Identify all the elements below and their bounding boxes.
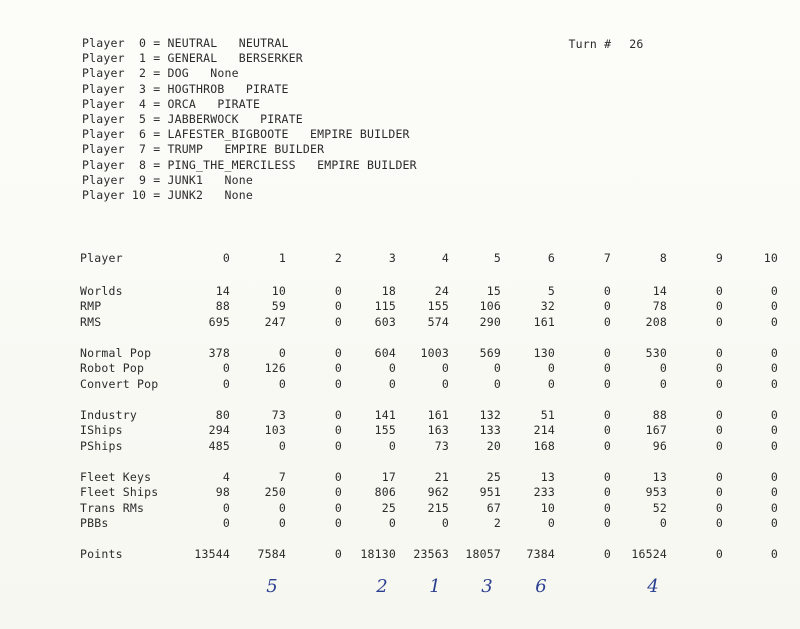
stat-value: 0 [278, 438, 286, 453]
stat-value: 0 [441, 361, 449, 375]
stat-value: 0 [770, 500, 778, 515]
player-line: Player 3 = HOGTHROB PIRATE [82, 81, 289, 96]
stat-value: 0 [770, 299, 778, 313]
stat-value: 0 [603, 547, 611, 561]
stat-value: 0 [278, 345, 286, 360]
turn-number: 26 [629, 37, 644, 52]
stat-value: 0 [278, 500, 286, 515]
stat-value: 0 [715, 376, 723, 391]
stat-value: 574 [427, 314, 449, 329]
player-line: Player 5 = JABBERWOCK PIRATE [82, 111, 303, 126]
player-line: Player 9 = JUNK1 None [82, 172, 253, 187]
stat-value: 0 [278, 376, 286, 391]
header-label: Player [80, 251, 123, 266]
stat-value: 0 [334, 283, 342, 298]
stat-value: 88 [652, 407, 667, 422]
stat-value: 0 [715, 438, 723, 453]
stat-value: 247 [264, 314, 286, 329]
stat-value: 0 [388, 438, 396, 453]
player-line: Player 10 = JUNK2 None [82, 187, 253, 202]
spacer-cell [80, 330, 778, 346]
handwritten-rank: 1 [429, 576, 441, 597]
column-header: 0 [222, 251, 230, 266]
stat-value: 0 [222, 376, 230, 391]
stat-value: 10 [271, 283, 286, 298]
stat-value: 0 [715, 299, 723, 313]
handwritten-rank: 6 [535, 576, 547, 597]
stat-value: 88 [215, 299, 230, 313]
stat-value: 0 [334, 500, 342, 515]
group-spacer [80, 454, 778, 470]
stat-value: 0 [715, 361, 723, 375]
stat-row [80, 547, 778, 563]
stat-label: Points [80, 547, 123, 561]
stat-value: 0 [715, 516, 723, 530]
stat-value: 0 [547, 376, 555, 391]
stat-value: 25 [381, 500, 396, 515]
stat-value: 132 [479, 407, 501, 422]
turn-indicator [540, 22, 644, 68]
stat-value: 0 [334, 407, 342, 422]
stat-value: 14 [652, 283, 667, 298]
stat-value: 67 [486, 500, 501, 515]
column-header: 10 [763, 251, 778, 266]
stat-value: 78 [652, 299, 667, 313]
stat-value: 161 [427, 407, 449, 422]
handwritten-rank: 2 [376, 576, 388, 597]
stat-value: 806 [374, 485, 396, 499]
column-header: 3 [388, 251, 396, 266]
stat-value: 0 [659, 376, 667, 391]
stat-value: 98 [215, 485, 230, 499]
stat-value: 0 [222, 361, 230, 375]
stat-value: 530 [645, 345, 667, 360]
stat-value: 0 [715, 407, 723, 422]
stat-value: 290 [479, 314, 501, 329]
stat-value: 485 [208, 438, 230, 453]
stat-value: 962 [427, 485, 449, 499]
stat-label: Worlds [80, 283, 123, 298]
stat-value: 0 [770, 469, 778, 484]
player-line: Player 1 = GENERAL BERSERKER [82, 51, 303, 66]
player-line: Player 2 = DOG None [82, 66, 239, 81]
stat-row [80, 439, 778, 455]
stat-value: 96 [652, 438, 667, 453]
spacer-cell [80, 268, 778, 284]
stat-value: 163 [427, 423, 449, 437]
stat-value: 106 [479, 299, 501, 313]
stat-row [80, 315, 778, 331]
column-header: 8 [659, 251, 667, 266]
stat-value: 0 [603, 283, 611, 298]
stat-value: 130 [533, 345, 555, 360]
stat-label: RMP [80, 299, 102, 313]
stat-value: 951 [479, 485, 501, 499]
stat-value: 0 [659, 361, 667, 375]
column-header: 5 [493, 251, 501, 266]
stat-value: 0 [770, 407, 778, 422]
stat-value: 0 [770, 376, 778, 391]
stat-value: 0 [770, 345, 778, 360]
stat-value: 0 [334, 314, 342, 329]
stat-value: 695 [208, 314, 230, 329]
stat-row [80, 501, 778, 517]
stat-value: 155 [427, 299, 449, 313]
stat-value: 953 [645, 485, 667, 499]
stat-value: 0 [334, 547, 342, 561]
stat-value: 0 [770, 283, 778, 298]
stat-value: 7584 [257, 547, 286, 561]
handwritten-rank: 4 [647, 576, 659, 597]
stat-value: 1003 [420, 345, 449, 360]
group-spacer [80, 268, 778, 284]
stat-value: 0 [603, 376, 611, 391]
statistics-table [80, 250, 778, 563]
stat-value: 0 [603, 423, 611, 437]
column-header: 9 [715, 251, 723, 266]
handwritten-rank: 3 [481, 576, 493, 597]
stat-label: PBBs [80, 516, 109, 530]
stat-value: 13 [540, 469, 555, 484]
stat-value: 215 [427, 500, 449, 515]
stat-value: 59 [271, 299, 286, 313]
stat-value: 0 [603, 299, 611, 313]
stat-value: 14 [215, 283, 230, 298]
stat-value: 161 [533, 314, 555, 329]
stat-value: 7 [278, 469, 286, 484]
group-spacer [80, 330, 778, 346]
stat-value: 0 [715, 314, 723, 329]
stat-value: 0 [770, 485, 778, 499]
stat-value: 233 [533, 485, 555, 499]
stat-row [80, 284, 778, 300]
stat-value: 0 [603, 361, 611, 375]
stat-value: 4 [222, 469, 230, 484]
stat-label: Normal Pop [80, 345, 152, 360]
stat-label: Industry [80, 407, 137, 422]
stat-value: 0 [493, 361, 501, 375]
stat-value: 5 [547, 283, 555, 298]
stat-value: 0 [493, 376, 501, 391]
stat-value: 0 [334, 299, 342, 313]
column-header: 2 [334, 251, 342, 266]
stat-value: 0 [334, 345, 342, 360]
stat-value: 16524 [631, 547, 667, 561]
stat-value: 0 [603, 500, 611, 515]
stat-value: 0 [715, 485, 723, 499]
stat-value: 20 [486, 438, 501, 453]
stat-value: 0 [334, 485, 342, 499]
handwritten-rank: 5 [266, 576, 278, 597]
player-list [82, 36, 417, 203]
stat-value: 208 [645, 314, 667, 329]
turn-label: Turn # [568, 37, 612, 52]
stat-value: 0 [388, 361, 396, 375]
stat-row [80, 377, 778, 393]
stat-value: 18057 [465, 547, 501, 561]
stat-value: 0 [603, 469, 611, 484]
stat-value: 126 [264, 361, 286, 375]
stat-row [80, 299, 778, 315]
stat-value: 294 [208, 423, 230, 437]
stat-value: 167 [645, 423, 667, 437]
stat-value: 2 [493, 516, 501, 530]
spacer-cell [80, 532, 778, 548]
stat-value: 603 [374, 314, 396, 329]
stat-value: 0 [441, 376, 449, 391]
stat-value: 15 [486, 283, 501, 298]
player-line: Player 0 = NEUTRAL NEUTRAL [82, 36, 289, 50]
stat-value: 17 [381, 469, 396, 484]
stat-row [80, 485, 778, 501]
stat-value: 13 [652, 469, 667, 484]
stat-value: 7384 [526, 547, 555, 561]
stat-value: 25 [486, 469, 501, 484]
stat-value: 73 [434, 438, 449, 453]
stat-value: 73 [271, 407, 286, 422]
stat-row [80, 516, 778, 532]
group-spacer [80, 392, 778, 408]
stat-value: 250 [264, 485, 286, 499]
stat-value: 0 [715, 547, 723, 561]
stat-value: 51 [540, 407, 555, 422]
player-line: Player 6 = LAFESTER_BIGBOOTE EMPIRE BUILDER [82, 127, 410, 142]
stat-row [80, 346, 778, 362]
stat-row [80, 470, 778, 486]
stat-value: 0 [334, 516, 342, 530]
stat-label: Trans RMs [80, 500, 145, 515]
column-header: 7 [603, 251, 611, 266]
stat-value: 0 [278, 516, 286, 530]
stat-value: 23563 [413, 547, 449, 561]
stat-value: 0 [603, 345, 611, 360]
group-spacer [80, 532, 778, 548]
stat-value: 80 [215, 407, 230, 422]
stat-label: Convert Pop [80, 376, 159, 391]
player-line: Player 7 = TRUMP EMPIRE BUILDER [82, 142, 325, 157]
stat-value: 0 [770, 516, 778, 530]
stat-value: 52 [652, 500, 667, 515]
stat-value: 18130 [360, 547, 396, 561]
stat-value: 0 [334, 469, 342, 484]
stat-value: 155 [374, 423, 396, 437]
player-line: Player 8 = PING_THE_MERCILESS EMPIRE BUILDER [82, 157, 417, 172]
header-row [80, 250, 778, 268]
stat-value: 0 [770, 423, 778, 437]
stat-row [80, 408, 778, 424]
stat-row [80, 423, 778, 439]
stat-value: 0 [547, 516, 555, 530]
stat-value: 18 [381, 283, 396, 298]
stat-value: 115 [374, 299, 396, 313]
stat-value: 0 [603, 314, 611, 329]
stat-value: 10 [540, 500, 555, 515]
stat-value: 0 [715, 283, 723, 298]
stat-value: 0 [222, 500, 230, 515]
stat-label: Fleet Ships [80, 485, 159, 499]
stat-value: 0 [388, 376, 396, 391]
stat-value: 13544 [194, 547, 230, 561]
stat-value: 0 [715, 469, 723, 484]
player-line: Player 4 = ORCA PIRATE [82, 96, 261, 111]
column-header: 1 [278, 251, 286, 266]
stat-value: 0 [715, 500, 723, 515]
stat-value: 0 [715, 423, 723, 437]
stat-value: 0 [770, 547, 778, 561]
stat-value: 21 [434, 469, 449, 484]
stat-value: 24 [434, 283, 449, 298]
stat-value: 32 [540, 299, 555, 313]
stat-value: 0 [547, 361, 555, 375]
stat-label: RMS [80, 314, 102, 329]
stat-value: 0 [334, 376, 342, 391]
stat-value: 214 [533, 423, 555, 437]
stat-value: 0 [659, 516, 667, 530]
stat-value: 569 [479, 345, 501, 360]
stat-label: Fleet Keys [80, 469, 152, 484]
stat-value: 133 [479, 423, 501, 437]
spacer-cell [80, 454, 778, 470]
stat-value: 378 [208, 345, 230, 360]
stat-value: 0 [222, 516, 230, 530]
spacer-cell [80, 392, 778, 408]
stat-value: 0 [715, 345, 723, 360]
column-header: 4 [441, 251, 449, 266]
stat-label: IShips [80, 423, 123, 437]
stat-value: 0 [603, 438, 611, 453]
stat-label: Robot Pop [80, 361, 145, 375]
stat-value: 0 [603, 516, 611, 530]
stat-value: 0 [334, 438, 342, 453]
stat-value: 0 [603, 407, 611, 422]
stat-value: 168 [533, 438, 555, 453]
stat-value: 0 [603, 485, 611, 499]
stat-value: 0 [388, 516, 396, 530]
stat-row [80, 361, 778, 377]
stat-value: 0 [770, 438, 778, 453]
stat-value: 604 [374, 345, 396, 360]
stat-value: 0 [770, 361, 778, 375]
stat-value: 0 [334, 423, 342, 437]
stat-value: 141 [374, 407, 396, 422]
stat-label: PShips [80, 438, 123, 453]
stat-value: 0 [441, 516, 449, 530]
stat-value: 0 [770, 314, 778, 329]
column-header: 6 [547, 251, 555, 266]
stat-value: 0 [334, 361, 342, 375]
stat-value: 103 [264, 423, 286, 437]
